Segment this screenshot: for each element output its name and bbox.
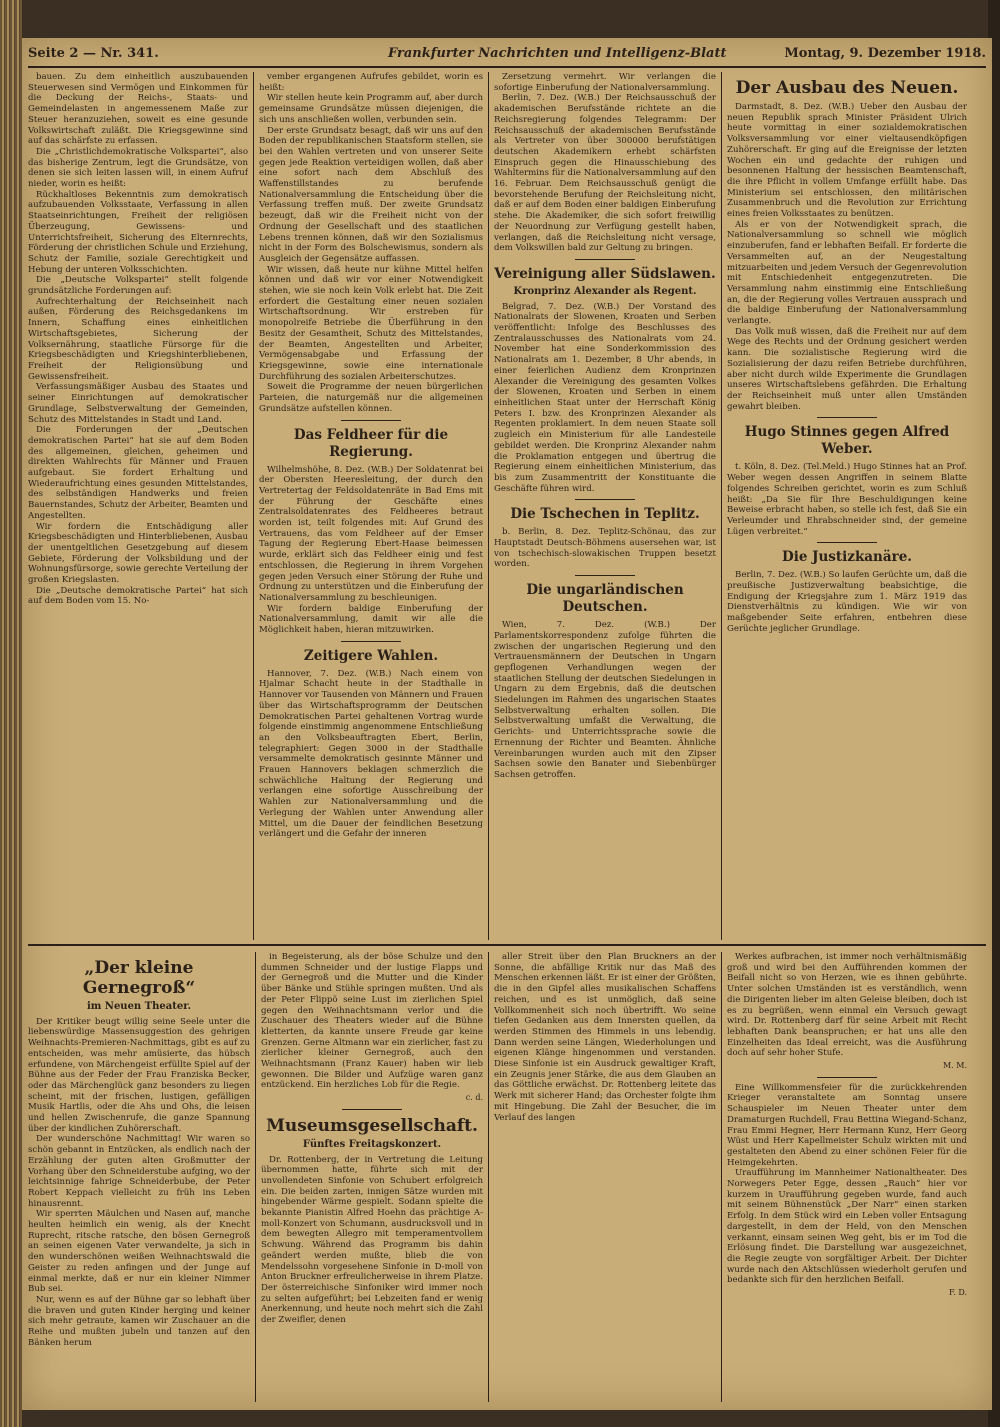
paragraph: Belgrad, 7. Dez. (W.B.) Der Vorstand des Nationalrats der Slowenen, Kroaten und Serben veröffentlicht: Infolge des Beschlusses des Zentralausschusses des Nationalrats vom 24. November hat eine Sonderkommission des Nationalrats am 1. Dezember, 8 Uhr abends, in einer feierlichen Audienz dem Kronprinzen Alexander die Vereinigung des gesamten Volkes der Slowenen, Kroaten und Serben in einem einheitlichen Staat unter der Herrschaft König Peters I. bzw. des Kronprinzen Alexander als Regenten proklamiert. In dem neuen Staate soll zugleich ein Ministerium für alle Landesteile gebildet werden. Die Kronprinz Alexander nahm die Proklamation entgegen und übertrug die Regierung einem einheitlichen Ministerium, das bis zum Zusammentritt der Konstituante die Geschäfte führen wird. bbox=[494, 301, 716, 494]
newspaper-page bbox=[22, 38, 992, 1410]
page-header bbox=[28, 44, 986, 68]
paragraph: vember ergangenen Aufrufes gebildet, worin es heißt: bbox=[259, 72, 483, 93]
feuilleton-column-1 bbox=[28, 952, 250, 1402]
column-rule bbox=[721, 952, 722, 1402]
paragraph: Eine Willkommensfeier für die zurückkehrenden Krieger veranstaltete am Sonntag unsere Schauspieler im Neuen Theater unter dem Dramaturgen Ruchdell, Frau Bettina Wiegand-Schanz, Frau Emmi Hegner, Herr Hermann Kunz, Herr Georg Wüst und Herr Kapellmeister Schulz wirkten mit und gestalteten den Abend zu einer schönen Feier für die Heimgekehrten. bbox=[727, 1082, 967, 1168]
headline-stinnes: Hugo Stinnes gegen Alfred Weber. bbox=[744, 424, 950, 458]
paragraph: Der wunderschöne Nachmittag! Wir waren so schön gebannt in Entzücken, als endlich nach der Erzählung der guten alten Großmutter der Vorhang über den Schneiderstube aufging, wo der leichtsinnige fahrige Schneiderbube, der Peter Robert Keppach vielleicht zu früh ins Leben hinausrennt. bbox=[28, 1134, 250, 1209]
paragraph: Aufrechterhaltung der Reichseinheit nach außen, Förderung des Reichsgedankens im Innern, Schaffung eines einheitlichen Wirtschaftsgebietes, Sicherung der Volksernährung, staatliche Fürsorge für die Kriegsbeschädigten und Kriegshinterbliebenen, Freiheit der Religionsübung und Gewissensfreiheit. bbox=[28, 296, 248, 382]
page-number: Seite 2 — Nr. 341. bbox=[28, 46, 159, 61]
signature: M. M. bbox=[942, 1061, 967, 1071]
paragraph: Die „Deutsche demokratische Partei“ hat sich auf dem Boden vom 15. No- bbox=[28, 585, 248, 607]
headline-ungarn: Die ungarländischen Deutschen. bbox=[526, 582, 684, 616]
paragraph: t. Köln, 8. Dez. (Tel.Meld.) Hugo Stinnes hat an Prof. Weber wegen dessen Angriffen in seinem Blatte folgendes Schreiben gerichtet, worin es zum Schluß heißt: „Da Sie für Ihre Beschuldigungen keine Beweise erbracht haben, so stelle ich fest, daß Sie ein Verleumder und Ehrabschneider sind, der gemeine Lügen verbreitet.“ bbox=[727, 462, 967, 537]
paragraph: Zersetzung vermehrt. Wir verlangen die sofortige Einberufung der Nationalversammlung. bbox=[494, 72, 716, 93]
subheadline-museum: Fünftes Freitagskonzert. bbox=[302, 1138, 442, 1150]
column-rule bbox=[721, 72, 722, 940]
column-2 bbox=[259, 72, 483, 940]
paragraph: Dr. Rottenberg, der in Vertretung die Leitung übernommen hatte, führte sich mit der unvollendeten Sinfonie von Schubert erfolgreich ein. Die beiden zarten, innigen Sätze wurden mit hingebender Wärme gespielt. Sodann spielte die bekannte Pianistin Alfred Hoehn das prächtige A-moll-Konzert von Schumann, ausdrucksvoll und in dem bewegten Allegro mit temperamentvollem Schwung. Während das Programm bis dahin geändert werden mußte, blieb die von Mendelssohn vorgesehene Sinfonie in D-moll von Anton Bruckner erfreulicherweise in ihrem Platze. Der österreichische Sinfoniker wird immer noch zu selten aufgeführt; bei Lebzeiten fand er wenig Anerkennung, und heute noch mehrt sich die Zahl der Zweifler, denen bbox=[261, 1154, 483, 1326]
paragraph: Als er von der Notwendigkeit sprach, die Nationalversammlung so schnell wie möglich einzuberufen, fand er lebhaften Beifall. Er forderte die Versammelten auf, an der Neugestaltung mitzuarbeiten und jedem Versuch der Gegenrevolution mit Entschiedenheit entgegenzutreten. Die Versammlung nahm einstimmig eine Entschließung an, die der Regierung volles Vertrauen aussprach und die baldige Einberufung der Nationalversammlung verlangte. bbox=[727, 219, 967, 327]
paragraph: Wir fordern baldige Einberufung der Nationalversammlung, damit wir alle die Möglichkeit haben, hieran mitzuwirken. bbox=[259, 603, 483, 636]
subheadline-suedslawen: Kronprinz Alexander als Regent. bbox=[513, 285, 697, 297]
headline-wahlen: Zeitigere Wahlen. bbox=[303, 647, 439, 664]
divider bbox=[817, 542, 877, 543]
paragraph: Wien, 7. Dez. (W.B.) Der Parlamentskorrespondenz zufolge führten die zwischen der ungarischen Regierung und den Vertrauensmännern der Deutschen in Ungarn gepflogenen Verhandlungen wegen der staatlichen Stellung der deutschen Siedelungen in Ungarn zu dem Ergebnis, daß die deutschen Siedelungen im Rahmen des ungarischen Staates Selbstverwaltung erhalten sollen. Die Selbstverwaltung umfaßt die Verwaltung, die Gerichts- und Unterrichtssprache sowie die Ernennung der Richter und Beamten. Ähnliche Vereinbarungen wurden auch mit den Zipser Sachsen sowie den Banater und Siebenbürger Sachsen getroffen. bbox=[494, 620, 716, 780]
divider bbox=[817, 417, 877, 418]
paragraph: Wir sperrten Mäulchen und Nasen auf, manche heulten heimlich ein wenig, als der Knecht Ruprecht, ritsche ratsche, den bösen Gernegroß an seinen eigenen Vater verwandelte, ja sich in den wunderschönen weißen Weihnachtswald die Geister zu reden anfingen und der Junge auf einmal merkte, daß er nur ein kleiner Nimmer Bub sei. bbox=[28, 1209, 250, 1295]
paragraph: Wilhelmshöhe, 8. Dez. (W.B.) Der Soldatenrat bei der Obersten Heeresleitung, der durch den Vertretertag der Feldsoldatenräte in Bad Ems mit der Führung der Geschäfte eines Zentralsoldatenrates des Feldheeres betraut worden ist, teilt folgendes mit: Auf Grund des Vertrauens, das vom Feldheer auf der Emser Tagung der Regierung Ebert-Haase beimessen wurde, erklärt sich das Feldheer einig und fest entschlossen, die Regierung in ihrem Vorgehen gegen jeden Versuch einer Störung der Ruhe und Ordnung zu unterstützen und die Einberufung der Nationalversammlung zu beschleunigen. bbox=[259, 464, 483, 603]
feuilleton-rule bbox=[28, 944, 986, 946]
paragraph: Der Kritiker beugt willig seine Seele unter die liebenswürdige Massensuggestion des gehrigen Weihnachts-Premieren-Nachmittags, gibt es auf zu entscheiden, was mehr amüsierte, das hübsch erfundene, von Märchengeist erfüllte Spiel auf der Bühne aus der Feder der Frau Franziska Becker, oder das Märchenglück ganz besonders zu liegen scheint, mit der frischen, lustigen, gefälligen Musik Hartlis, oder die Ahs und Ohs, die leisen und hellen Zwischenrufe, die ganze Spannung über der kindlichen Zuhörerschaft. bbox=[28, 1016, 250, 1134]
paragraph: Hannover, 7. Dez. (W.B.) Nach einem von Hjalmar Schacht heute in der Stadthalle in Hannover vor Tausenden von Männern und Frauen über das Wirtschaftsprogramm der Deutschen Demokratischen Partei gehaltenen Vortrag wurde folgende einstimmig angenommene Entschließung an den Volksbeauftragten Ebert, Berlin, telegraphiert: Gegen 3000 in der Stadthalle versammelte demokratisch gesinnte Männer und Frauen Hannovers beklagen schmerzlich die schwächliche Haltung der Regierung und verlangen eine sofortige Ausschreibung der Wahlen zur Nationalversammlung und die Verlegung der Wahlen unter Anwendung aller Mittel, um die Dauer der feindlichen Besetzung verlängert und die Gefahr der inneren bbox=[259, 668, 483, 840]
column-rule bbox=[488, 952, 489, 1402]
paragraph: Die „Deutsche Volkspartei“ stellt folgende grundsätzliche Forderungen auf: bbox=[28, 275, 248, 297]
paragraph: Berlin, 7. Dez. (W.B.) Der Reichsausschuß der akademischen Berufsstände richtete an die Reichsregierung folgendes Telegramm: Der Reichsausschuß der akademischen Berufsstände als Vertreter von über 300000 berufstätigen deutschen Akademikern erhebt schärfsten Einspruch gegen die Hinausschiebung des Wahltermins für die Nationalversammlung auf den 16. Februar. Dem Reichsausschuß genügt die bevorstehende Berufung der Reichsleitung nicht, daß er auf dem Boden einer baldigen Einberufung stehe. Die Akademiker, die sich sofort freiwillig der Neuordnung zur Verfügung gestellt haben, verlangen, daß die Reichsleitung nicht versage, dem Volkswillen bald zur Geltung zu bringen. bbox=[494, 93, 716, 254]
issue-date: Montag, 9. Dezember 1918. bbox=[784, 46, 986, 61]
column-1 bbox=[28, 72, 248, 940]
divider bbox=[575, 259, 635, 260]
paragraph: Darmstadt, 8. Dez. (W.B.) Ueber den Ausbau der neuen Republik sprach Minister Präsident Ulrich heute vormittag in einer sozialdemokratischen Volksversammlung vor einer vieltausendköpfigen Zuhörerschaft. Er ging auf die Ereignisse der letzten Wochen ein und gedachte der ruhigen und besonnenen Haltung der hessischen Beamtenschaft, die ihre Pflicht in vollem Umfange erfüllt habe. Das Ministerium sei entschlossen, den militärischen Zusammenbruch und die Revolution zur Errichtung eines freien Volksstaates zu benützen. bbox=[727, 102, 967, 220]
headline-museum: Museumsgesellschaft. bbox=[266, 1115, 478, 1136]
paragraph: bauen. Zu dem einheitlich auszubauenden Steuerwesen sind Vermögen und Einkommen für die Deckung der Reichs-, Staats- und Gemeindelasten in angemessenem Maße zur Steuer heranzuziehen, soweit es eine gesunde Volkswirtschaft zuläßt. Die Kriegsgewinne sind auf das schärfste zu erfassen. bbox=[28, 72, 248, 147]
signature: F. D. bbox=[948, 1288, 967, 1298]
paragraph: Werkes aufbrachen, ist immer noch verhältnismäßig groß und wird bei den Aufführenden kommen der Beifall nicht so von Herzen, wie es ihnen gebührte. Unter solchen Umständen ist es verständlich, wenn die Dirigenten lieber im alten Geleise bleiben, doch ist es zu begrüßen, wenn einmal ein Versuch gewagt wird. Dr. Rottenberg darf für seine Arbeit mit Recht lebhaften Dank beanspruchen; er hat uns alle den Einzelheiten das Ideal erreicht, was die Ausführung doch auf sehr hoher Stufe. bbox=[727, 952, 967, 1059]
paragraph: b. Berlin, 8. Dez. Teplitz-Schönau, das zur Hauptstadt Deutsch-Böhmens ausersehen war, ist von tschechisch-slowakischen Truppen besetzt worden. bbox=[494, 527, 716, 570]
paragraph: Der erste Grundsatz besagt, daß wir uns auf den Boden der republikanischen Staatsform stellen, sie bei den Wahlen vertreten und von unserer Seite gegen jede Reaktion verteidigen wollen, daß aber eine sofort nach dem Abschluß des Waffenstillstandes zu berufende Nationalversammlung die Entscheidung über die Verfassung treffen muß. Der zweite Grundsatz bezeugt, daß wir die Freiheit nicht von der Ordnung der Gesellschaft und des staatlichen Lebens trennen können, daß wir den Sozialismus nicht in der Form des Bolschewismus, sondern als Ausgleich der Gegensätze auffassen. bbox=[259, 125, 483, 264]
paragraph: Wir fordern die Entschädigung aller Kriegsbeschädigten und Hinterbliebenen, Ausbau der unentgeltlichen Gesetzgebung auf diesem Gebiete, Förderung der Volksbildung und der Wohnungsfürsorge, sowie gerechte Verteilung der großen Kriegslasten. bbox=[28, 521, 248, 586]
divider bbox=[341, 420, 401, 421]
subheadline-gernegross: im Neuen Theater. bbox=[86, 1001, 192, 1012]
paragraph: Die „Christlichdemokratische Volkspartei“, also das bisherige Zentrum, legt die Grundsätze, von denen sie sich leiten lassen will, in einem Aufruf nieder, worin es heißt: bbox=[28, 146, 248, 190]
divider bbox=[342, 1109, 402, 1110]
column-rule bbox=[253, 72, 254, 940]
signature: c. d. bbox=[465, 1093, 483, 1103]
paragraph: Das Volk muß wissen, daß die Freiheit nur auf dem Wege des Rechts und der Ordnung gesichert werden kann. Die sozialistische Regierung wird die Sozialisierung der dazu reifen Betriebe durchführen, aber nicht durch wilde Experimente die Grundlagen unseres Wirtschaftslebens gefährden. Die Erhaltung der Reichseinheit muß unter allen Umständen gewahrt bleiben. bbox=[727, 326, 967, 412]
paragraph: Die Forderungen der „Deutschen demokratischen Partei“ hat sie auf dem Boden des allgemeinen, gleichen, geheimen und direkten Wahlrechts für Männer und Frauen aufgebaut. Sie fordert Erhaltung und Wiederaufrichtung eines gesunden Mittelstandes, des selbständigen Handwerks und freien Bauernstandes, Schutz der Arbeiter, Beamten und Angestellten. bbox=[28, 425, 248, 521]
paragraph: Soweit die Programme der neuen bürgerlichen Parteien, die naturgemäß nur die allgemeinen Grundsätze aufstellen können. bbox=[259, 382, 483, 414]
feuilleton-column-3 bbox=[494, 952, 716, 1402]
column-3 bbox=[494, 72, 716, 940]
paragraph: Wir stellen heute kein Programm auf, aber durch gemeinsame Grundsätze müssen diejenigen, die sich uns anschließen wollen, verbunden sein. bbox=[259, 93, 483, 125]
paragraph: Berlin, 7. Dez. (W.B.) So laufen Gerüchte um, daß die preußische Justizverwaltung beabsichtige, die Endigung der Kriegsjahre zum 1. März 1919 das Dienstverhältnis zu kündigen. Wie wir von maßgebender Seite erfahren, entbehren diese Gerüchte jeglicher Grundlage. bbox=[727, 570, 967, 634]
paragraph: in Begeisterung, als der böse Schulze und den dummen Schneider und der lustige Flapps und der Gernegroß und die Mutter und die Kinder über Bänke und Stühle springen mußten. Und als der Peter Flippö seine Lust im zierlichen Spiel gegen den Weihnachtsmann verlor und die Zuschauer des Theaters wieder auf die Bühne kletterten, da kannte unsere Freude gar keine Grenzen. Gerne Altmann war ein zierlicher, fast zu zierlicher kleiner Gernegroß, auch den Weihnachtsmann (Franz Kauer) haben wir lieb gewonnen. Die Bilder und Aufzüge waren ganz entzückend. Ein herzliches Lob für die Regie. bbox=[261, 952, 483, 1091]
divider bbox=[575, 499, 635, 500]
headline-suedslawen: Vereinigung aller Südslawen. bbox=[494, 265, 716, 282]
book-spine-edge bbox=[0, 0, 22, 1427]
paragraph: aller Streit über den Plan Bruckners an der Sonne, die abfällige Kritik nur das Maß des Menschen erkennen läßt. Er ist einer der Größten, die in den Gipfel alles musikalischen Schaffens reichen, und es ist unmöglich, daß seine Vollkommenheit sich noch übertrifft. Wo seine tiefen Gedanken aus dem Innersten quellen, da werden Stimmen des Himmels in uns lebendig. Dann werden seine Längen, Wiederholungen und eigenen Klänge hingenommen und verstanden. Diese Sinfonie ist ein Ausdruck gewaltiger Kraft, ein Zeugnis jener Stärke, die aus dem Glauben an das Göttliche erwächst. Dr. Rottenberg leitete das Werk mit sicherer Hand; das Orchester folgte ihm mit Hingebung. Die Zahl der Besucher, die im Verlauf des langen bbox=[494, 952, 716, 1123]
divider bbox=[341, 641, 401, 642]
paragraph: Verfassungsmäßiger Ausbau des Staates und seiner Einrichtungen auf demokratischer Grundlage, Selbstverwaltung der Gemeinden, Schutz des Mittelstandes in Stadt und Land. bbox=[28, 382, 248, 425]
paragraph: Rückhaltloses Bekenntnis zum demokratisch aufzubauenden Volksstaate, Verfassung in allen Staatseinrichtungen, Freiheit der religiösen Überzeugung, Gewissens- und Unterrichtsfreiheit, Sicherung des Elternrechts, Förderung der christlichen Schule und Erziehung, Schutz der Familie, soziale Gerechtigkeit und Hebung der unteren Volksschichten. bbox=[28, 189, 248, 275]
paper-title: Frankfurter Nachrichten und Intelligenz-Blatt bbox=[388, 46, 727, 61]
headline-tschechen: Die Tschechen in Teplitz. bbox=[510, 506, 700, 523]
column-rule bbox=[488, 72, 489, 940]
feuilleton-column-2 bbox=[261, 952, 483, 1402]
feuilleton-column-4 bbox=[727, 952, 967, 1402]
paragraph: Uraufführung im Mannheimer Nationaltheater. Des Norwegers Peter Egge, dessen „Rauch“ hier vor kurzem in Uraufführung gegeben wurde, fand auch mit seinem Bühnenstück „Der Narr“ einen starken Erfolg. In dem Stück wird ein Leben voller Entsagung dargestellt, in dem der Held, von den Menschen verkannt, einsam seinen Weg geht, bis er im Tod die Erlösung findet. Die Darstellung war ausgezeichnet, die Regie zeugte von sorgfältiger Arbeit. Der Dichter wurde nach den Aktschlüssen wiederholt gerufen und bedankte sich für den herzlichen Beifall. bbox=[727, 1168, 967, 1286]
headline-feldheer: Das Feldheer für die Regierung. bbox=[293, 426, 449, 460]
headline-ausbau: Der Ausbau des Neuen. bbox=[735, 78, 959, 98]
divider bbox=[817, 1077, 877, 1078]
column-rule bbox=[255, 952, 256, 1402]
paragraph: Nur, wenn es auf der Bühne gar so lebhaft über die braven und guten Kinder herging und keiner sich mehr getraute, kamen wir Zuschauer an die Reihe und mußten jubeln und tanzen auf den Bänken herum bbox=[28, 1294, 250, 1348]
paragraph: Wir wissen, daß heute nur kühne Mittel helfen können und daß wir vor einer Notwendigkeit stehen, wie sie noch kein Volk erlebt hat. Die Zeit erfordert die Gestaltung einer neuen sozialen Wirtschaftsordnung. Wir erstreben für monopolreife Betriebe die Überführung in den Besitz der Gesamtheit, Schutz des Mittelstandes, der Beamten, Angestellten und Arbeiter, Vermögensabgabe und Erfassung der Kriegsgewinne, sowie eine internationale Durchführung des sozialen Arbeiterschutzes. bbox=[259, 264, 483, 382]
headline-gernegross: „Der kleine Gernegroß“ bbox=[82, 958, 196, 998]
column-4 bbox=[727, 72, 967, 940]
headline-justiz: Die Justizkanäre. bbox=[781, 549, 913, 566]
divider bbox=[575, 575, 635, 576]
